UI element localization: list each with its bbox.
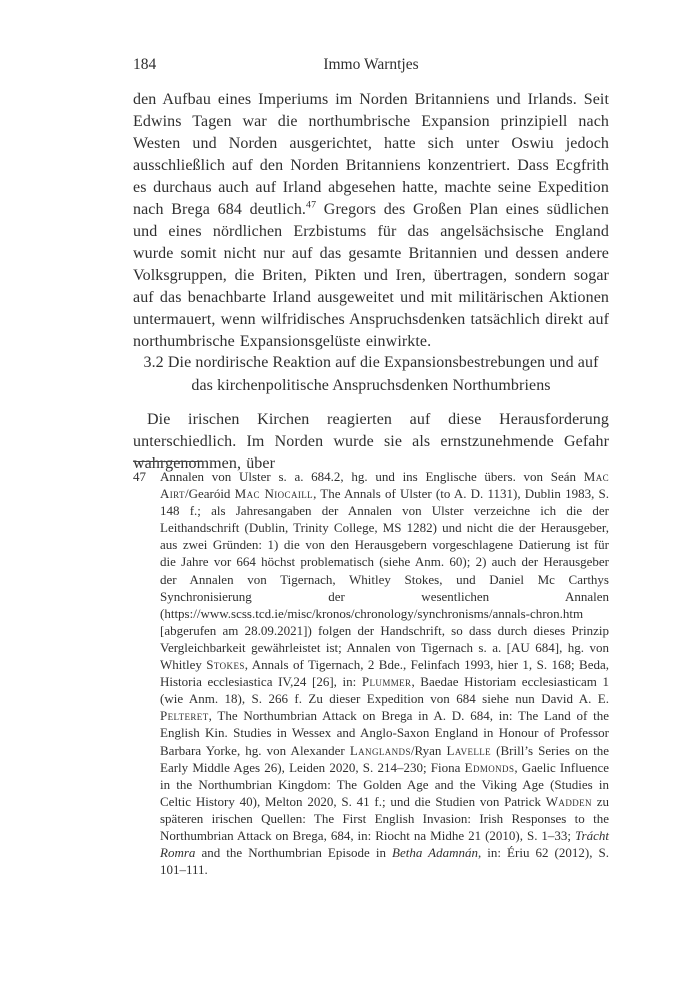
page-number: 184 xyxy=(133,56,157,73)
body-paragraph-2-text: Die irischen Kirchen reagierten auf diese Herausforderung unterschiedlich. Im Norden wurde sie als ernstzunehmende Gefahr wahrgenommen, über xyxy=(133,411,609,472)
running-head: Immo Warntjes xyxy=(323,56,419,73)
footnote-47 xyxy=(133,468,609,878)
footnote-separator-rule xyxy=(133,461,203,462)
footnote-text: Annalen von Ulster s. a. 684.2, hg. und ins Englische übers. von Seán Mac Airt/Gearóid Mac Niocaill, The Annals of Ulster (to A. D. 1131), Dublin 1983, S. 148 f.; als Jahresangaben der Annalen von Ulster verzeichne ich die der Leithandschrift (Dublin, Trinity College, MS 1282) und nicht die der Herausgeber, aus zwei Gründen: 1) die von den Herausgebern vorgeschlagene Datierung ist für die Jahre vor 664 höchst problematisch (siehe Anm. 60); 2) auch der Herausgeber der Annalen von Tigernach, Whitley Stokes, und Daniel Mc Carthys Synchronisierung der wesentlichen Annalen (https://www.scss.tcd.ie/misc/kronos/chronology/synchronisms/annals-chron.htm [abgerufen am 28.09.2021]) folgen der Handschrift, so dass durch dieses Prinzip Vergleichbarkeit gewährleistet ist; Annalen von Tigernach s. a. [AU 684], hg. von Whitley Stokes, Annals of Tigernach, 2 Bde., Felinfach 1993, hier 1, S. 168; Beda, Historia ecclesiastica IV,24 [26], in: Plummer, Baedae Historiam ecclesiasticam 1 (wie Anm. 18), S. 266 f. Zu dieser Expedition von 684 siehe nun David A. E. Pelteret, The Northumbrian Attack on Brega in A. D. 684, in: The Land of the English Kin. Studies in Wessex and Anglo-Saxon England in Honour of Professor Barbara Yorke, hg. von Alexander Langlands/Ryan Lavelle (Brill’s Series on the Early Middle Ages 26), Leiden 2020, S. 214–230; Fiona Edmonds, Gaelic Influence in the Northumbrian Kingdom: The Golden Age and the Viking Age (Studies in Celtic History 40), Melton 2020, S. 41 f.; und die Studien von Patrick Wadden zu späteren irischen Quellen: The First English Invasion: Irish Responses to the Northumbrian Attack on Brega, 684, in: Riocht na Midhe 21 (2010), S. 1–33; Trácht Romra and the Northumbrian Episode in Betha Adamnán, in: Ériu 62 (2012), S. 101–111. xyxy=(160,469,610,878)
body-paragraph-1: den Aufbau eines Imperiums im Norden Britanniens und Irlands. Seit Edwins Tagen war die northumbrische Expansion prinzipiell nach Westen und Norden ausgerichtet, hatte sich unter Oswiu jedoch ausschließlich auf den Norden Britanniens konzentriert. Dass Ecgfrith es durchaus auch auf Irland abgesehen hatte, machte seine Expedition nach Brega 684 deutlich.$^{47}$ Gregors des Großen Plan eines südlichen und eines nördlichen Erzbistums für das angelsächsische England wurde somit nicht nur auf das gesamte Britannien und dessen andere Volksgruppen, die Briten, Pikten und Iren, übertragen, sondern sogar auf das benachbarte Irland ausgeweitet und mit militärischen Aktionen untermauert, wenn wilfridisches Anspruchsdenken tatsächlich direkt auf northumbrische Expansionsgelüste einwirkte. xyxy=(133,91,609,350)
body-paragraph-2 xyxy=(133,409,609,475)
section-heading: 3.2 Die nordirische Reaktion auf die Expansionsbestrebungen und auf das kirchenpolitische Anspruchsdenken Northumbriens xyxy=(143,354,599,394)
page-header xyxy=(133,55,609,75)
footnote-number: 47 xyxy=(133,469,146,484)
